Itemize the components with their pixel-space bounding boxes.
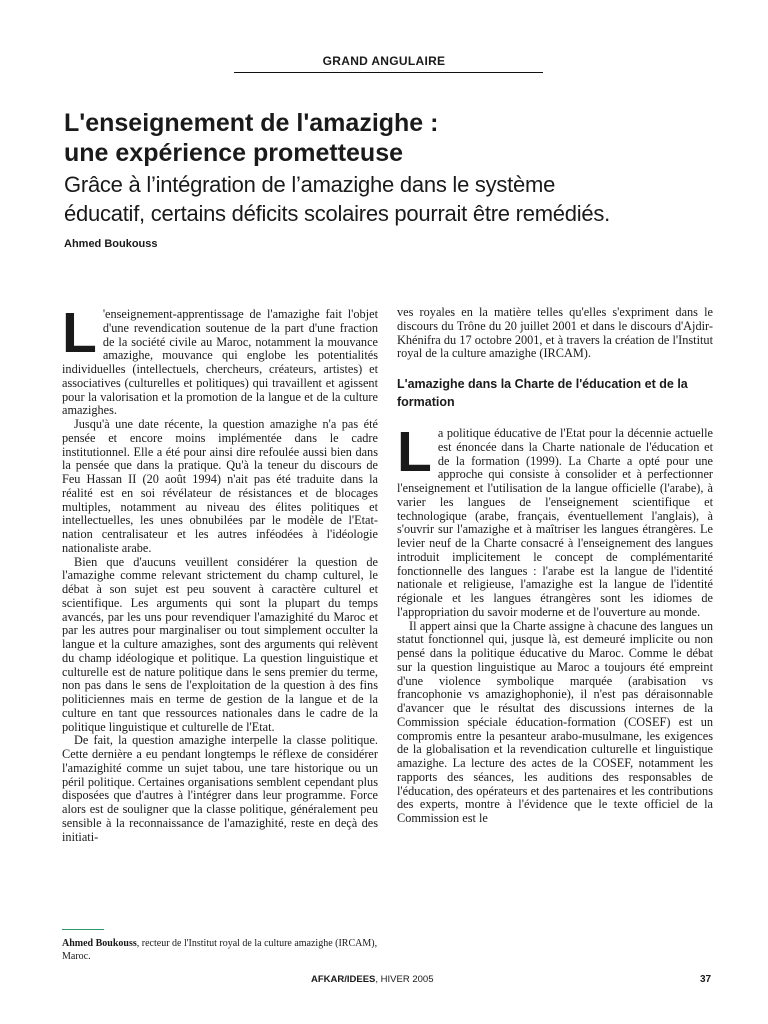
- section-subheading: L'amazighe dans la Charte de l'éducation et de la formation: [397, 377, 688, 409]
- footnote-rule: [62, 929, 104, 930]
- column-body: [397, 427, 713, 935]
- paragraph: De fait, la question amazighe interpelle la classe politique. Cette dernière a eu pendant longtemps le réflexe de considérer l'amazighité comme un sujet tabou, une tare historique ou un péril politique. Certaines organisations semblent cependant plus disposées que d'autres à l'intégrer dans leur programme. Force alors est de souligner que la classe politique, généralement peu sensible à la reconnaissance de l'amazighité, reste en deçà des initiati-: [62, 733, 378, 844]
- subtitle-line-2: éducatif, certains déficits scolaires pourrait être remédiés.: [64, 201, 610, 226]
- paragraph-text: 'enseignement-apprentissage de l'amazighe fait l'objet d'une revendication soutenue de la part d'une fraction de la société civile au Maroc, notamment la mouvance amazighe, mouvance qui englobe les potentialités individuelles (intellectuels, chercheurs, créateurs, artistes) et associatives (culturelles et politiques) qui travaillent et agissent pour la valorisation et la promotion de la langue et de la culture amazighes.: [62, 308, 378, 418]
- article-subtitle: [64, 170, 744, 228]
- footnote: [62, 937, 382, 963]
- paragraph: Bien que d'aucuns veuillent considérer la question de l'amazighe comme relevant strictement du champ culturel, le débat à son sujet est peu souvent à caractère culturel et scientifique. Les arguments qui sont la plupart du temps avancés, par les uns pour revendiquer l'amazighité du Maroc et par les autres pour marginaliser ou tout simplement occulter la langue et la culture amazighes, sont des arguments qui relèvent du champ idéologique et politique. La question linguistique et culturelle est de nature politique dans le sens premier du terme, non pas dans le sens de l'exploitation de la question à des fins politiciennes mais en terme de gestion de la langue et de la culture en tant que ressources nationales dans le cadre de la politique linguistique et culturelle de l'Etat.: [62, 554, 378, 734]
- drop-cap: L: [397, 427, 432, 484]
- title-line-2: une expérience prometteuse: [64, 139, 404, 167]
- paragraph: [397, 427, 713, 620]
- paragraph: ves royales en la matière telles qu'elles s'expriment dans le discours du Trône du 20 juillet 2001 et dans le discours d'Ajdir-Khénifra du 17 octobre 2001, et à travers la création de l'Institut royal de la culture amazighe (IRCAM).: [397, 305, 713, 361]
- footnote-name: Ahmed Boukouss: [62, 938, 137, 949]
- footnote-text: , recteur de l'Institut royal de la culture amazighe (IRCAM), Maroc.: [62, 938, 378, 962]
- section-label: GRAND ANGULAIRE: [322, 54, 446, 68]
- body-column-left: [62, 308, 378, 933]
- page-number: 37: [700, 974, 712, 985]
- drop-cap: L: [62, 308, 97, 365]
- paragraph: Jusqu'à une date récente, la question amazighe n'a pas été pensée et encore moins implémentée dans le cadre institutionnel. Elle a été pour ainsi dire refoulée aussi bien dans la pensée que dans la pratique. Qu'à la teneur du discours de Feu Hassan II (20 août 1994) n'ait pas été traduite dans la réalité est en soi révélateur de résistances et de blocages multiples, notamment au niveau des élites politiques et intellectuelles, les unes obnubilées par le modèle de l'Etat-nation centralisateur et les autres inféodées à l'idéologie nationaliste arabe.: [62, 417, 378, 555]
- paragraph: [62, 308, 378, 418]
- header-rule: [234, 72, 543, 73]
- paragraph: Il appert ainsi que la Charte assigne à chacune des langues un statut fonctionnel qui, jusque là, est demeuré implicite ou non pensé dans la politique éducative du Maroc. Comme le débat sur la question linguistique au Maroc a toujours été empreint d'une violence symbolique marquée (arabisation vs francophonie vs amazighophonie), il n'est pas déraisonnable d'avancer que le résultat des discussions internes de la Commission spéciale éducation-formation (COSEF) est un compromis entre la pesanteur arabo-musulmane, les exigences de la globalisation et la revendication culturelle et linguistique amazighe. La lecture des actes de la COSEF, notamment les rapports des séances, les auditions des responsables de l'éducation, des opérateurs et des partenaires et les contributions des experts, montre à l'évidence que le texte officiel de la Commission est le: [397, 618, 713, 825]
- publication-name: AFKAR/IDEES: [311, 974, 376, 985]
- issue-label: , HIVER 2005: [375, 974, 434, 985]
- footer-publication-line: [311, 974, 434, 985]
- body-column-right: [397, 306, 713, 935]
- title-line-1: L'enseignement de l'amazighe :: [64, 109, 439, 137]
- paragraph-text: a politique éducative de l'Etat pour la décennie actuelle est énoncée dans la Charte nationale de l'éducation et de la formation (1999). La Charte a opté pour une approche qui consiste à consolider et à perfectionner l'enseignement et l'utilisation de la langue officielle (l'arabe), à varier les langues de l'enseignement scientifique et technologique (arabe, français, éventuellement l'anglais), à s'ouvrir sur l'amazighe et à maîtriser les langues étrangères. Le levier neuf de la Charte consacré à l'enseignement des langues introduit implicitement le concept de complémentarité fonctionnelle des langues : l'arabe est la langue de l'identité nationale et religieuse, l'amazighe est la langue de l'identité régionale et les langues étrangères sont les idiomes de l'appropriation du savoir moderne et de l'ouverture au monde.: [397, 427, 713, 619]
- article-title: [64, 108, 724, 168]
- subtitle-line-1: Grâce à l’intégration de l’amazighe dans le système: [64, 172, 556, 197]
- article-author: Ahmed Boukouss: [64, 238, 158, 250]
